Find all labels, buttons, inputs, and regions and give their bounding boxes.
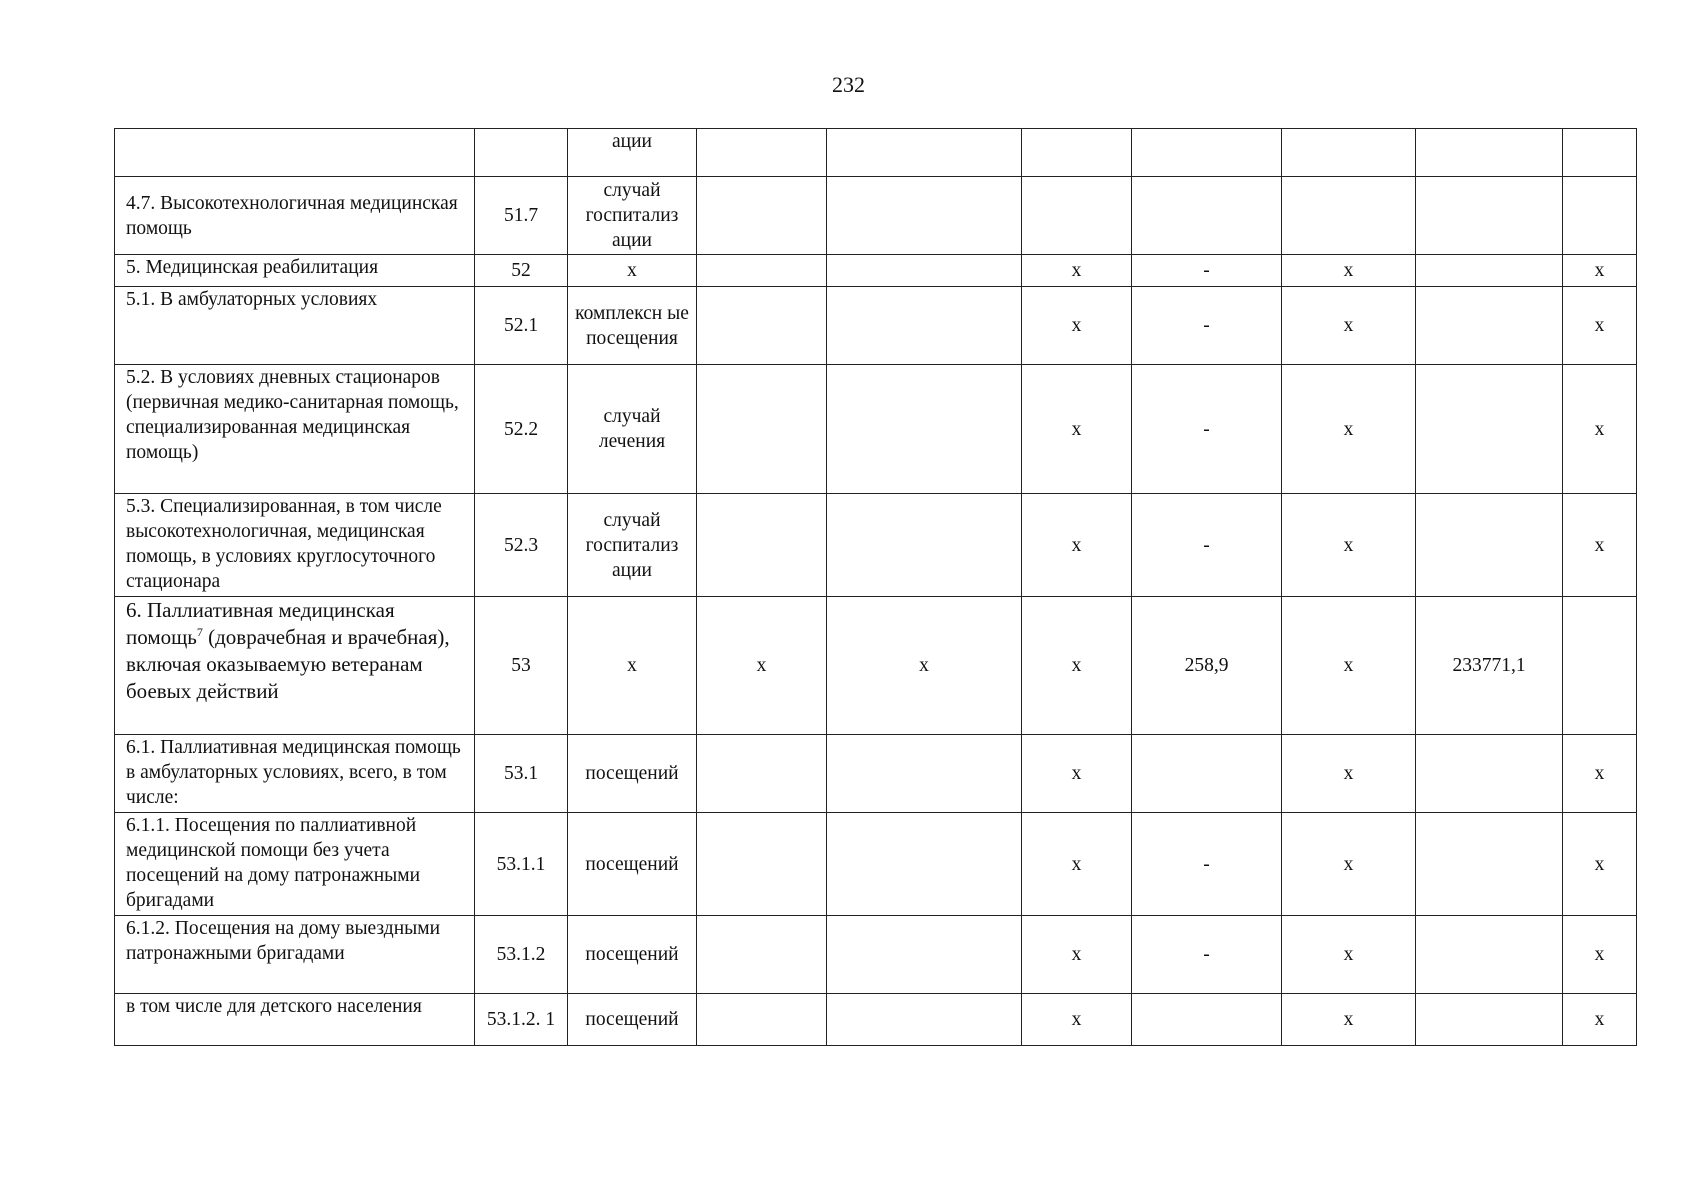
- cell: [827, 735, 1022, 813]
- cell: х: [1282, 494, 1416, 597]
- cell: [697, 287, 827, 365]
- row-code: 52: [475, 255, 568, 287]
- table-row: [115, 494, 1637, 597]
- cell: [827, 287, 1022, 365]
- cell: х: [1022, 813, 1132, 916]
- cell: -: [1132, 494, 1282, 597]
- cell: [1132, 994, 1282, 1046]
- cell: [827, 494, 1022, 597]
- row-name: 6.1.2. Посещения на дому выездными патронажными бригадами: [115, 916, 475, 994]
- cell: [1416, 365, 1563, 494]
- cell: х: [1022, 916, 1132, 994]
- cell: -: [1132, 813, 1282, 916]
- table-row: [115, 365, 1637, 494]
- table-row: [115, 813, 1637, 916]
- row-code: 52.2: [475, 365, 568, 494]
- row-name-text-continued: (доврачебная и врачебная), включая оказываемую ветеранам боевых действий: [126, 625, 450, 703]
- cell: х: [1563, 255, 1637, 287]
- cell: х: [1282, 735, 1416, 813]
- cell: [1416, 813, 1563, 916]
- row-unit: ации: [568, 129, 697, 177]
- table-row: [115, 255, 1637, 287]
- cell: х: [1282, 813, 1416, 916]
- cell: -: [1132, 916, 1282, 994]
- cell: [1416, 287, 1563, 365]
- cell: х: [1282, 916, 1416, 994]
- row-code: 52.1: [475, 287, 568, 365]
- cell: х: [1282, 287, 1416, 365]
- row-code: [475, 129, 568, 177]
- cell: х: [1282, 994, 1416, 1046]
- row-name: [115, 129, 475, 177]
- table-row: [115, 597, 1637, 735]
- cell: [1563, 597, 1637, 735]
- cell: [1416, 129, 1563, 177]
- cell: [827, 177, 1022, 255]
- cell: [827, 129, 1022, 177]
- cell: [827, 994, 1022, 1046]
- cell: [697, 994, 827, 1046]
- row-code: 53.1.1: [475, 813, 568, 916]
- cell: х: [1563, 916, 1637, 994]
- cell: [827, 255, 1022, 287]
- cell: [1132, 129, 1282, 177]
- row-unit: посещений: [568, 813, 697, 916]
- row-unit: посещений: [568, 735, 697, 813]
- cell: [697, 129, 827, 177]
- cell: [1282, 129, 1416, 177]
- row-unit: комплексн ые посещения: [568, 287, 697, 365]
- row-code: 51.7: [475, 177, 568, 255]
- cell: 258,9: [1132, 597, 1282, 735]
- table-row: [115, 735, 1637, 813]
- row-unit: посещений: [568, 916, 697, 994]
- cell: [697, 916, 827, 994]
- cell: [1132, 735, 1282, 813]
- cell: [1282, 177, 1416, 255]
- cell: [1022, 129, 1132, 177]
- cell: х: [1563, 287, 1637, 365]
- cell: х: [1563, 735, 1637, 813]
- cell: [1416, 994, 1563, 1046]
- cell: х: [1022, 597, 1132, 735]
- cell: [697, 494, 827, 597]
- row-unit: случай госпитализ ации: [568, 177, 697, 255]
- cell: [697, 177, 827, 255]
- row-unit: посещений: [568, 994, 697, 1046]
- cell: х: [1563, 813, 1637, 916]
- cell: х: [1022, 735, 1132, 813]
- cell: х: [1022, 255, 1132, 287]
- row-name: [115, 597, 475, 735]
- cell: х: [827, 597, 1022, 735]
- table-row: [115, 129, 1637, 177]
- table-row: [115, 177, 1637, 255]
- table-row: [115, 916, 1637, 994]
- row-unit: случай госпитализ ации: [568, 494, 697, 597]
- cell: [827, 916, 1022, 994]
- row-name: 5.1. В амбулаторных условиях: [115, 287, 475, 365]
- row-code: 53.1.2: [475, 916, 568, 994]
- cell: х: [1563, 494, 1637, 597]
- cell: -: [1132, 255, 1282, 287]
- cell: [697, 365, 827, 494]
- cell: х: [1563, 365, 1637, 494]
- page-number: 232: [832, 72, 865, 97]
- cell: х: [1022, 494, 1132, 597]
- table-row: [115, 994, 1637, 1046]
- row-name: в том числе для детского населения: [115, 994, 475, 1046]
- cell: [697, 813, 827, 916]
- cell: х: [1282, 365, 1416, 494]
- cell: -: [1132, 287, 1282, 365]
- data-table: [114, 128, 1637, 1046]
- cell: х: [1282, 597, 1416, 735]
- cell: [1132, 177, 1282, 255]
- row-unit: случай лечения: [568, 365, 697, 494]
- row-name: 5.2. В условиях дневных стационаров (первичная медико-санитарная помощь, специализированная медицинская помощь): [115, 365, 475, 494]
- table-row: [115, 287, 1637, 365]
- row-name: 6.1. Паллиативная медицинская помощь в амбулаторных условиях, всего, в том числе:: [115, 735, 475, 813]
- cell: [827, 813, 1022, 916]
- row-name: 6.1.1. Посещения по паллиативной медицинской помощи без учета посещений на дому патронажными бригадами: [115, 813, 475, 916]
- cell: х: [1563, 994, 1637, 1046]
- cell: х: [697, 597, 827, 735]
- row-unit: х: [568, 597, 697, 735]
- cell: [1563, 177, 1637, 255]
- cell: [1022, 177, 1132, 255]
- cell: 233771,1: [1416, 597, 1563, 735]
- cell: х: [1282, 255, 1416, 287]
- row-code: 52.3: [475, 494, 568, 597]
- row-name: 4.7. Высокотехнологичная медицинская помощь: [115, 177, 475, 255]
- cell: -: [1132, 365, 1282, 494]
- row-name: 5. Медицинская реабилитация: [115, 255, 475, 287]
- cell: [1416, 916, 1563, 994]
- footnote-mark: 7: [196, 625, 203, 639]
- cell: [827, 365, 1022, 494]
- cell: [1416, 735, 1563, 813]
- cell: [697, 735, 827, 813]
- row-code: 53.1: [475, 735, 568, 813]
- row-name: 5.3. Специализированная, в том числе высокотехнологичная, медицинская помощь, в условиях круглосуточного стационара: [115, 494, 475, 597]
- cell: [1416, 255, 1563, 287]
- cell: [1563, 129, 1637, 177]
- cell: [697, 255, 827, 287]
- cell: х: [1022, 287, 1132, 365]
- cell: х: [1022, 365, 1132, 494]
- cell: х: [1022, 994, 1132, 1046]
- row-name-text: 6. Паллиативная медицинская помощь: [126, 598, 395, 649]
- row-unit: х: [568, 255, 697, 287]
- cell: [1416, 494, 1563, 597]
- row-code: 53: [475, 597, 568, 735]
- cell: [1416, 177, 1563, 255]
- row-code: 53.1.2. 1: [475, 994, 568, 1046]
